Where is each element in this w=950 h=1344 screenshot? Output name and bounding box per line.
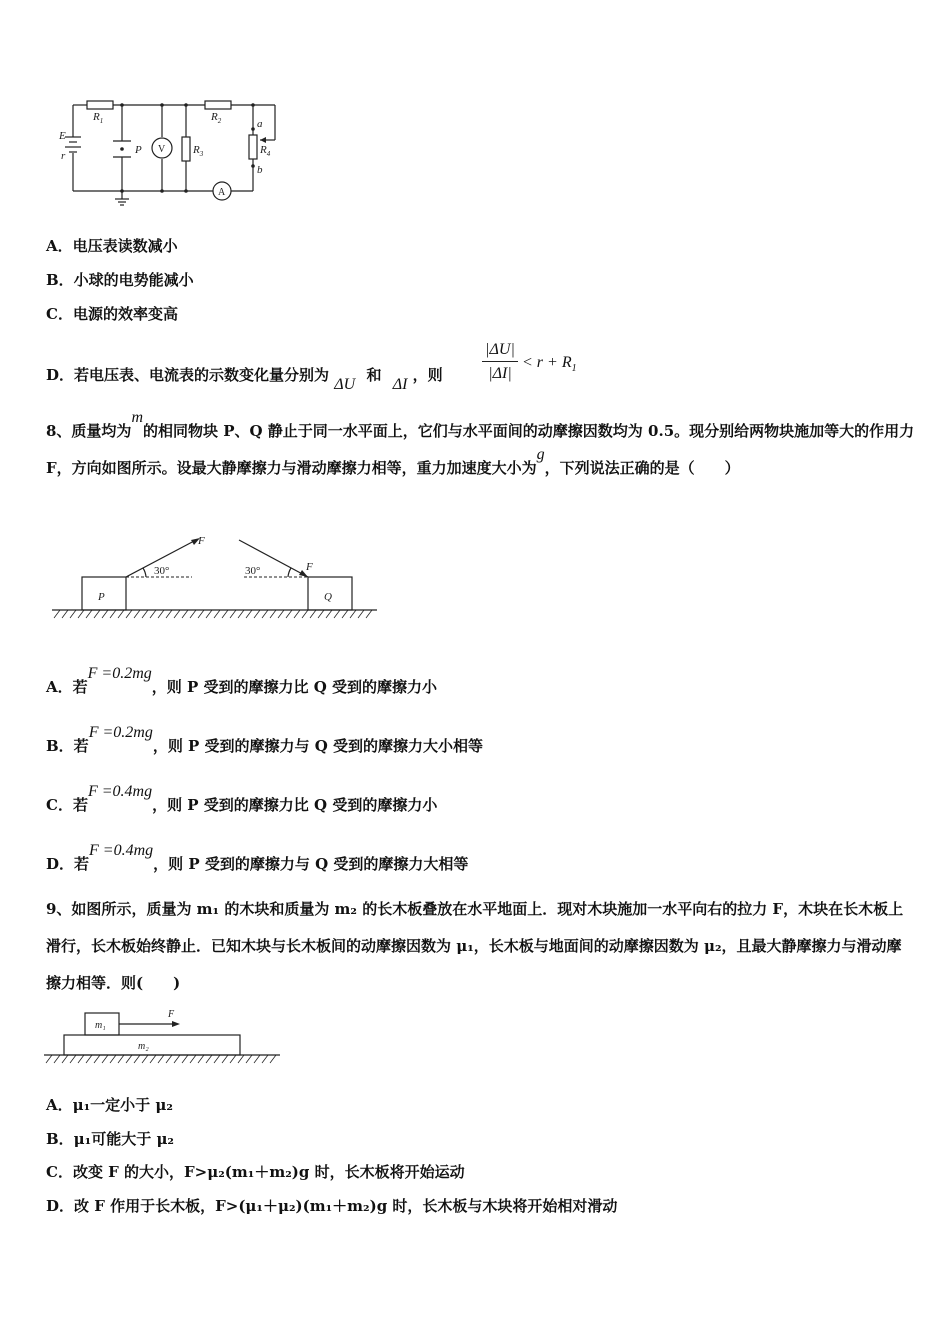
q9-option-d: D．改 F 作用于长木板，F>(μ₁＋μ₂)(m₁＋m₂)g 时，长木板与木块将开始相对滑动 — [46, 1197, 618, 1215]
label-P: P — [135, 144, 142, 156]
q9-force-label: F — [168, 1009, 175, 1020]
q8-g: g — [536, 446, 545, 463]
block-p-label: P — [98, 591, 105, 603]
q7-option-d — [46, 364, 443, 393]
q8-c-suffix: ，则 P 受到的摩擦力比 Q 受到的摩擦力小 — [152, 796, 438, 814]
q8-b-suffix: ，则 P 受到的摩擦力与 Q 受到的摩擦力大小相等 — [152, 737, 484, 755]
force-right-label: F — [306, 561, 313, 573]
q8-c-formula: F =0.4mg — [87, 783, 153, 800]
q9-option-c: C．改变 F 的大小，F>μ₂(m₁＋m₂)g 时，长木板将开始运动 — [46, 1163, 465, 1181]
q7-option-a: A．电压表读数减小 — [46, 237, 178, 255]
q8-option-d — [46, 842, 469, 874]
inequality — [522, 354, 577, 374]
label-R2-sub: 2 — [217, 117, 222, 125]
q8-d-suffix: ，则 P 受到的摩擦力与 Q 受到的摩擦力大相等 — [153, 855, 469, 873]
fraction-numerator: |ΔU| — [482, 339, 518, 362]
q8-option-a — [46, 665, 438, 697]
q8-option-c — [46, 783, 438, 815]
label-R4-sub: 4 — [266, 150, 271, 158]
label-a: a — [257, 118, 263, 130]
inequality-sub: 1 — [571, 363, 577, 375]
q9-stem: 9、如图所示，质量为 m₁ 的木块和质量为 m₂ 的长木板叠放在水平地面上．现对木块施加一水平向右的拉力 F，木块在长木板上滑行，长木板始终静止．已知木块与长木板间的动摩擦因数为 μ₁，长木板与地面间的动摩擦因数为 μ₂，且最大静摩擦力与滑动摩擦力相等．则( ) — [46, 900, 904, 992]
svg-text:R4 — [259, 144, 271, 158]
q8-d-prefix: D．若 — [46, 855, 90, 873]
q8-d-formula: F =0.4mg — [89, 842, 154, 859]
q7-option-b: B．小球的电势能减小 — [46, 271, 194, 289]
q9-figure — [44, 1005, 284, 1065]
q8-m: m — [131, 409, 144, 426]
m2-label: m₂ — [138, 1041, 149, 1052]
label-R2: R — [211, 111, 218, 123]
label-R1: R — [93, 111, 100, 123]
q8-a-formula: F =0.2mg — [87, 665, 152, 682]
label-R1-sub: 1 — [99, 117, 104, 125]
fraction — [482, 339, 518, 386]
label-R3-sub: 3 — [199, 150, 204, 158]
q8-b-prefix: B．若 — [46, 737, 89, 755]
q7-option-c: C．电源的效率变高 — [46, 305, 178, 323]
q9-option-b: B．μ₁可能大于 μ₂ — [46, 1130, 174, 1148]
q8-stem — [46, 409, 916, 487]
q8-text-3: ，下列说法正确的是（ ） — [544, 459, 740, 477]
voltmeter-label: V — [158, 144, 166, 155]
then-word: ，则 — [412, 366, 443, 384]
q8-text-2: 的相同物块 P、Q 静止于同一水平面上，它们与水平面间的动摩擦因数均为 0.5。现分别给两物块施加等大的作用力 F，方向如图所示。设最大静摩擦力与滑动摩擦力相等，重力加速度大小为 — [46, 422, 915, 477]
label-R3: R — [193, 144, 200, 156]
q8-option-b — [46, 724, 484, 756]
force-left-label: F — [198, 535, 205, 547]
label-R4: R — [260, 144, 267, 156]
and-word: 和 — [366, 366, 382, 384]
q8-a-suffix: ，则 P 受到的摩擦力比 Q 受到的摩擦力小 — [151, 678, 438, 696]
inequality-text: < r + R — [522, 354, 572, 371]
q8-a-prefix: A．若 — [46, 678, 88, 696]
fraction-denominator: |ΔI| — [488, 365, 512, 382]
m1-label: m₁ — [95, 1020, 106, 1031]
svg-text:R3 — [192, 144, 204, 158]
q8-b-formula: F =0.2mg — [88, 724, 153, 741]
q8-text-1: 8、质量均为 — [46, 422, 132, 440]
q8-figure — [52, 530, 382, 630]
block-q-label: Q — [324, 591, 332, 603]
angle-left-label: 30° — [154, 565, 170, 577]
label-r: r — [61, 150, 66, 162]
q7-option-d-prefix: D．若电压表、电流表的示数变化量分别为 — [46, 366, 330, 384]
label-b: b — [257, 164, 263, 176]
q8-c-prefix: C．若 — [46, 796, 88, 814]
circuit-diagram — [55, 95, 285, 210]
angle-right-label: 30° — [245, 565, 261, 577]
svg-text:R1 — [92, 111, 103, 125]
q9-option-a: A．μ₁一定小于 μ₂ — [46, 1096, 173, 1114]
svg-text:R2 — [210, 111, 222, 125]
ammeter-label: A — [218, 187, 226, 198]
delta-u: ΔU — [334, 376, 356, 393]
label-E: E — [59, 130, 66, 142]
delta-i: ΔI — [392, 376, 408, 393]
